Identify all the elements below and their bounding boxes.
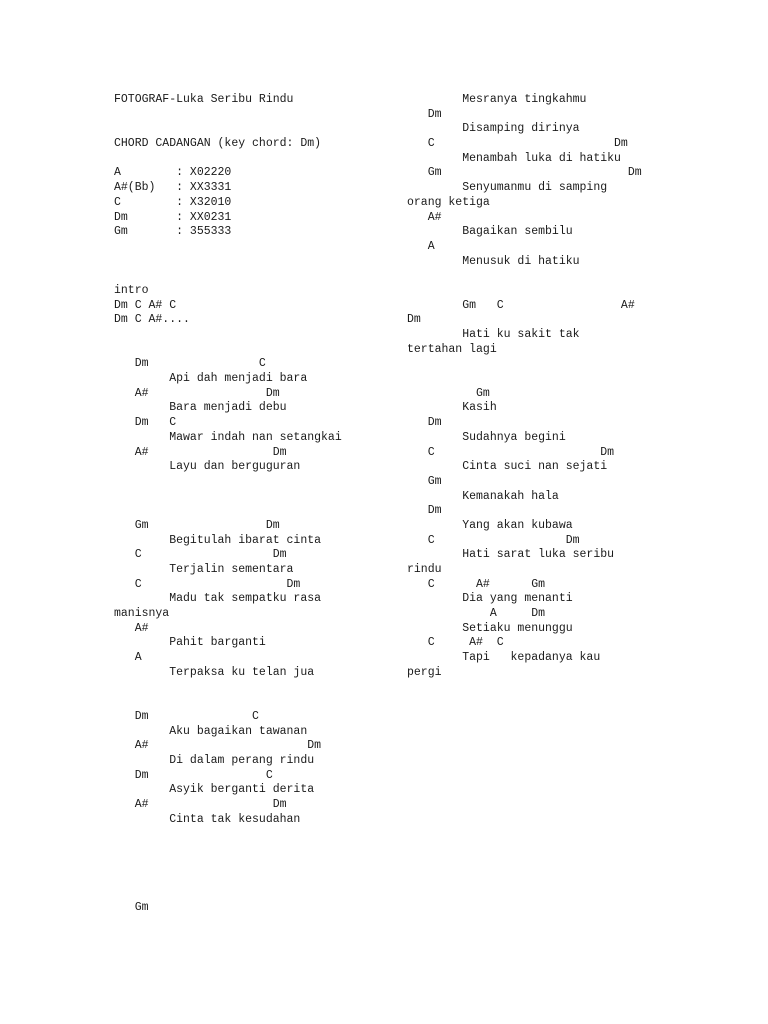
text-line: Mesranya tingkahmu — [407, 93, 587, 106]
chord-line: Dm — [407, 416, 442, 430]
chord-line: Dm : XX0231 — [114, 210, 232, 224]
text-line: Api dah menjadi bara — [114, 372, 308, 386]
blank-line — [114, 122, 404, 137]
text-line: Cinta tak kesudahan — [114, 812, 301, 826]
chord-line: Gm Dm — [114, 518, 280, 532]
chord-line: A# Dm — [114, 445, 287, 459]
right-column — [407, 93, 737, 681]
blank-line — [114, 475, 404, 490]
chord-line: C Dm — [114, 577, 301, 591]
chord-line: Dm C — [114, 709, 259, 723]
blank-line — [114, 886, 404, 901]
chord-line: Gm — [407, 474, 442, 488]
chord-line: Dm C — [114, 768, 273, 782]
chord-line: C Dm — [407, 137, 628, 151]
blank-line — [114, 857, 404, 872]
text-line: tertahan lagi — [407, 342, 497, 356]
text-line: Kemanakah hala — [407, 489, 559, 503]
text-line: A#(Bb) : XX3331 — [114, 181, 232, 195]
chord-line: A — [407, 239, 435, 253]
text-line: Disamping dirinya — [407, 122, 580, 136]
text-line: Menambah luka di hatiku — [407, 151, 621, 165]
chord-line: A# Dm — [114, 798, 287, 811]
text-line: Layu dan berguguran — [114, 460, 301, 474]
text-line: Senyumanmu di samping — [407, 181, 608, 195]
blank-line — [407, 372, 737, 387]
chord-line: Dm C A#.... — [114, 313, 190, 327]
left-column — [114, 93, 404, 916]
text-line: Terjalin sementara — [114, 563, 294, 576]
text-line: Pahit barganti — [114, 636, 266, 650]
text-line: Di dalam perang rindu — [114, 753, 315, 767]
blank-line — [114, 269, 404, 284]
chord-line: C A# C — [407, 636, 504, 650]
chord-line: A# — [114, 621, 149, 635]
text-line: rindu — [407, 563, 442, 576]
chord-line: C Dm — [407, 445, 615, 459]
blank-line — [114, 240, 404, 255]
text-line: Hati sarat luka seribu — [407, 548, 615, 562]
chord-line: Gm : 355333 — [114, 225, 232, 239]
chord-line: C Dm — [407, 533, 580, 547]
text-line: Bara menjadi debu — [114, 401, 287, 415]
blank-line — [114, 255, 404, 270]
chord-line: A : X02220 — [114, 166, 232, 180]
chord-line: Dm C — [114, 357, 266, 371]
blank-line — [114, 490, 404, 505]
chord-line: A# Dm — [114, 386, 280, 400]
text-line: Setiaku menunggu — [407, 621, 573, 635]
blank-line — [114, 343, 404, 358]
chord-line: Dm C A# C — [114, 298, 177, 312]
text-line: Yang akan kubawa — [407, 518, 573, 532]
chord-line: Gm — [114, 900, 149, 914]
blank-line — [114, 827, 404, 842]
text-line: intro — [114, 283, 149, 297]
chord-line: A Dm — [407, 607, 546, 621]
text-line: Bagaikan sembilu — [407, 225, 573, 239]
text-line: orang ketiga — [407, 195, 490, 209]
chord-line: A# Dm — [114, 739, 322, 753]
blank-line — [114, 328, 404, 343]
blank-line — [114, 152, 404, 167]
blank-line — [114, 842, 404, 857]
chord-line: Gm — [407, 386, 490, 400]
text-line: Hati ku sakit tak — [407, 328, 580, 341]
blank-line — [114, 871, 404, 886]
chord-line: C : X32010 — [114, 195, 232, 209]
chord-line: Gm Dm — [407, 166, 642, 180]
chord-line: Gm C A# — [407, 298, 635, 312]
text-line: CHORD CADANGAN (key chord: Dm) — [114, 137, 322, 151]
text-line: Madu tak sempatku rasa — [114, 592, 322, 606]
blank-line — [114, 681, 404, 696]
text-line: Tapi kepadanya kau — [407, 651, 601, 665]
text-line: manisnya — [114, 607, 170, 621]
text-line: Terpaksa ku telan jua — [114, 665, 315, 679]
blank-line — [407, 269, 737, 284]
chord-line: Dm C — [114, 416, 177, 430]
blank-line — [407, 357, 737, 372]
blank-line — [114, 504, 404, 519]
chord-line: Dm — [407, 313, 421, 327]
text-line: pergi — [407, 665, 442, 679]
text-line: FOTOGRAF-Luka Seribu Rindu — [114, 93, 294, 106]
chord-line: Dm — [407, 107, 442, 121]
blank-line — [407, 284, 737, 299]
text-line: Mawar indah nan setangkai — [114, 430, 342, 444]
text-line: Menusuk di hatiku — [407, 254, 580, 268]
chord-line: A# — [407, 210, 442, 224]
text-line: Sudahnya begini — [407, 430, 566, 444]
chord-line: Dm — [407, 504, 442, 518]
chord-line: C Dm — [114, 548, 287, 562]
blank-line — [114, 695, 404, 710]
text-line: Aku bagaikan tawanan — [114, 724, 308, 738]
text-line: Begitulah ibarat cinta — [114, 533, 322, 547]
text-line: Dia yang menanti — [407, 592, 573, 606]
text-line: Asyik berganti derita — [114, 783, 315, 797]
chord-line: A — [114, 651, 142, 665]
text-line: Kasih — [407, 401, 497, 415]
chord-line: C A# Gm — [407, 577, 546, 591]
text-line: Cinta suci nan sejati — [407, 460, 608, 474]
blank-line — [114, 108, 404, 123]
